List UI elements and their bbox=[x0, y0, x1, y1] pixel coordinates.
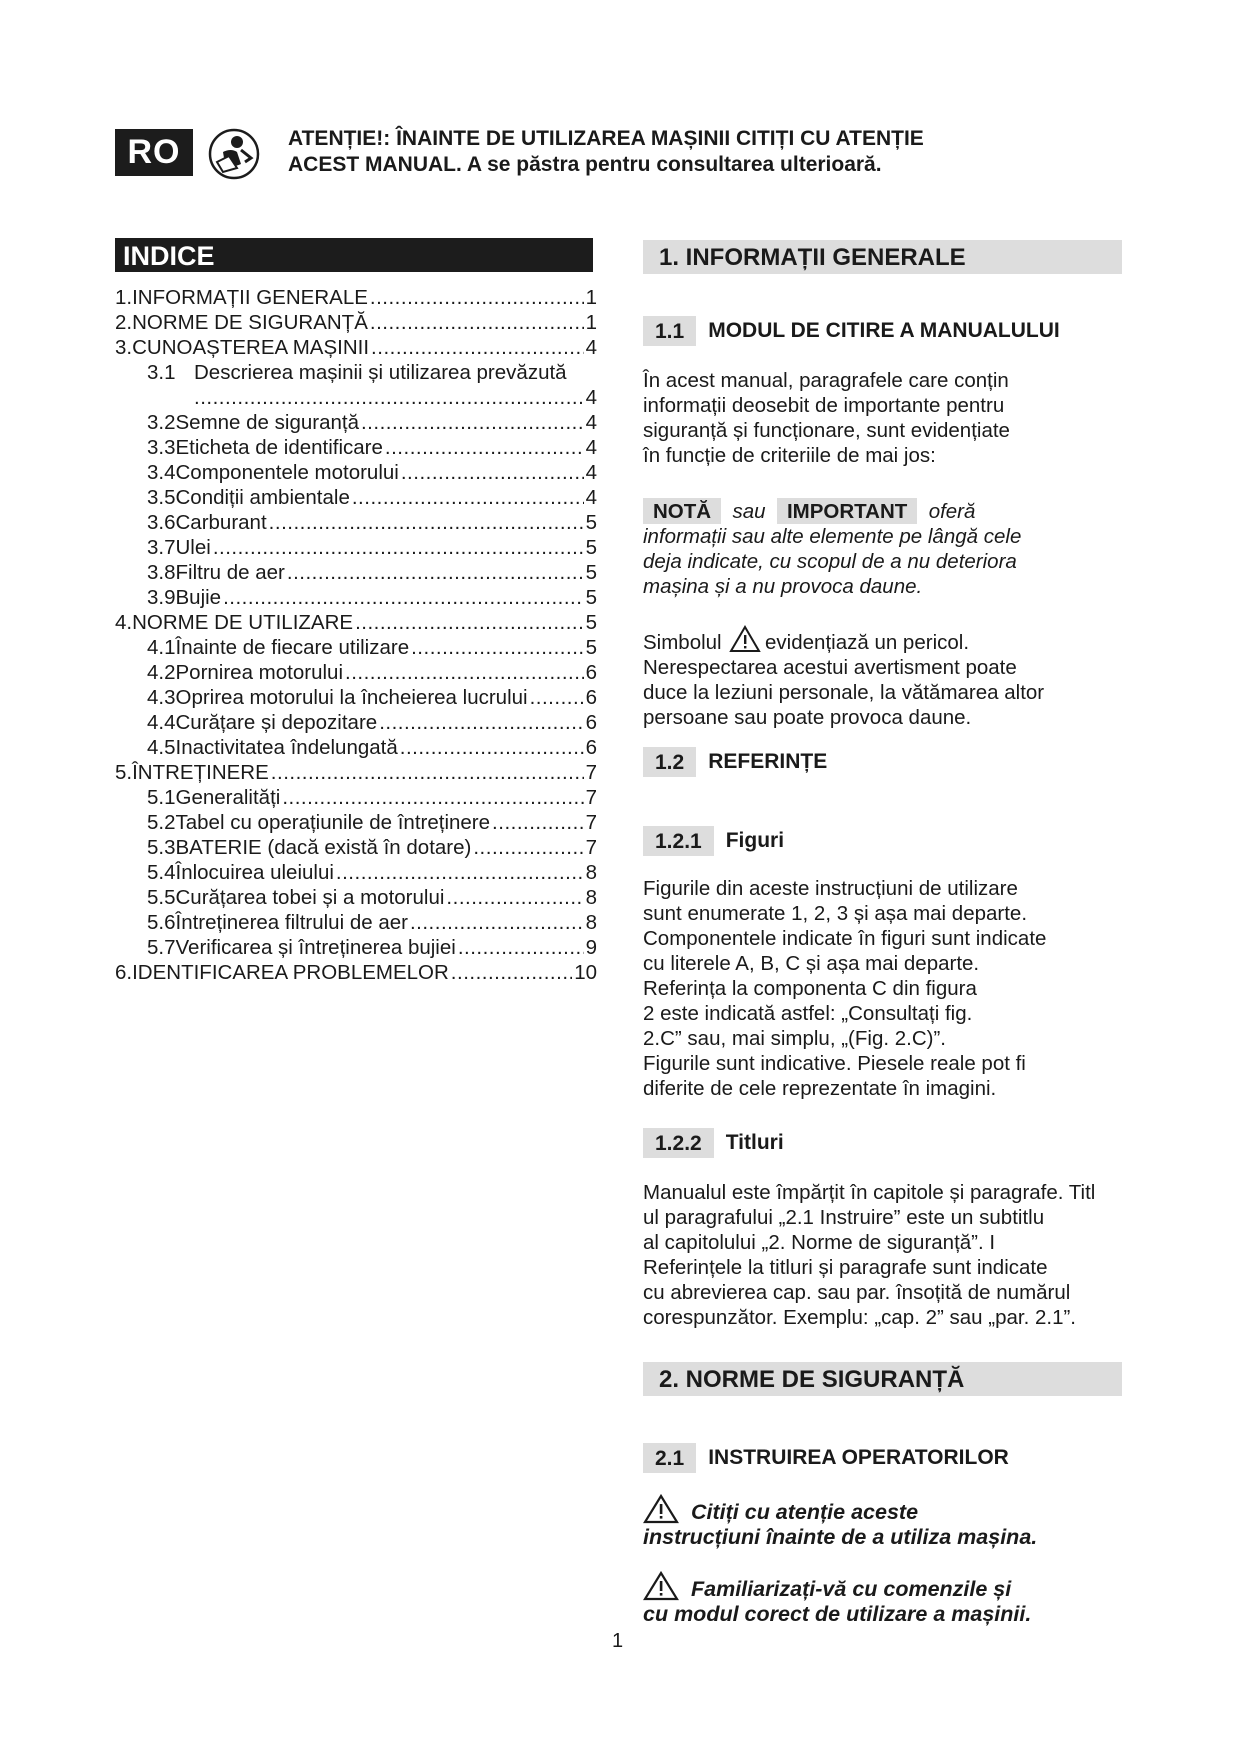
table-of-contents bbox=[115, 285, 597, 985]
warning-text-line: cu modul corect de utilizare a mașinii. bbox=[643, 1602, 1032, 1626]
toc-entry-title: Bujie bbox=[175, 586, 222, 609]
toc-entry-number: 5.5 bbox=[147, 886, 176, 909]
toc-entry-page: 4 bbox=[585, 461, 597, 484]
toc-entry-number: 3.6 bbox=[147, 511, 176, 534]
subsection-number: 2.1 bbox=[643, 1443, 696, 1473]
toc-entry-continuation bbox=[115, 385, 597, 410]
toc-entry-title: Curățare și depozitare bbox=[175, 711, 378, 734]
toc-leader-dots bbox=[352, 485, 584, 510]
text-line: ul paragrafului „2.1 Instruire” este un subtitlu bbox=[643, 1206, 1045, 1229]
toc-entry-number: 4.4 bbox=[147, 711, 176, 734]
toc-entry bbox=[115, 635, 597, 660]
note-paragraph bbox=[643, 498, 1203, 599]
text-line: al capitolului „2. Norme de siguranță”. I bbox=[643, 1231, 996, 1254]
toc-entry bbox=[115, 610, 597, 635]
toc-entry-title: BATERIE (dacă există în dotare) bbox=[175, 836, 472, 859]
toc-entry-page: 8 bbox=[585, 886, 597, 909]
toc-entry bbox=[115, 460, 597, 485]
toc-entry bbox=[115, 560, 597, 585]
toc-entry-page: 6 bbox=[585, 736, 597, 759]
warning-text bbox=[288, 126, 1048, 178]
text-line: deja indicate, cu scopul de a nu deteriora bbox=[643, 550, 1017, 573]
toc-leader-dots bbox=[385, 435, 584, 460]
warning-familiarize-controls bbox=[643, 1571, 1203, 1627]
toc-entry bbox=[115, 535, 597, 560]
toc-leader-dots bbox=[194, 385, 584, 410]
toc-entry-page: 7 bbox=[585, 761, 597, 784]
toc-leader-dots bbox=[370, 285, 584, 310]
subsection-title: MODUL DE CITIRE A MANUALULUI bbox=[708, 319, 1060, 342]
toc-entry-page: 7 bbox=[585, 836, 597, 859]
reading-manual-paragraph bbox=[643, 368, 1203, 468]
toc-entry bbox=[115, 685, 597, 710]
toc-entry-number: 3. bbox=[115, 336, 133, 359]
text-line: Figurile sunt indicative. Piesele reale pot fi bbox=[643, 1052, 1026, 1075]
toc-entry-title: Înainte de fiecare utilizare bbox=[175, 636, 410, 659]
symbol-paragraph bbox=[643, 625, 1203, 730]
subsection-number: 1.2.2 bbox=[643, 1128, 714, 1158]
text-line: Referința la componenta C din figura bbox=[643, 977, 977, 1000]
important-label: IMPORTANT bbox=[777, 498, 917, 524]
toc-leader-dots bbox=[530, 685, 584, 710]
subsection-number: 1.2.1 bbox=[643, 826, 714, 856]
toc-entry-title: NORME DE UTILIZARE bbox=[132, 611, 354, 634]
text-line: siguranță și funcționare, sunt evidențiate bbox=[643, 419, 1010, 442]
toc-entry bbox=[115, 785, 597, 810]
toc-entry bbox=[115, 310, 597, 335]
toc-entry-page: 9 bbox=[585, 936, 597, 959]
toc-entry bbox=[115, 360, 597, 385]
warning-triangle-icon bbox=[729, 625, 761, 653]
toc-entry-title: Generalități bbox=[175, 786, 281, 809]
toc-entry-page: 8 bbox=[585, 861, 597, 884]
toc-entry-title: Tabel cu operațiunile de întreținere bbox=[175, 811, 491, 834]
toc-entry-page: 1 bbox=[585, 286, 597, 309]
nota-label: NOTĂ bbox=[643, 498, 721, 524]
toc-entry-page: 7 bbox=[585, 786, 597, 809]
toc-entry bbox=[115, 510, 597, 535]
toc-entry-number: 3.8 bbox=[147, 561, 176, 584]
toc-entry-page: 4 bbox=[585, 336, 597, 359]
toc-entry bbox=[115, 910, 597, 935]
toc-entry-title: Înlocuirea uleiului bbox=[175, 861, 334, 884]
toc-leader-dots bbox=[370, 310, 584, 335]
toc-entry-title: Verificarea și întreținerea bujiei bbox=[175, 936, 456, 959]
simbol-after-text: evidențiază un pericol. bbox=[765, 631, 970, 654]
toc-entry bbox=[115, 435, 597, 460]
toc-leader-dots bbox=[345, 660, 584, 685]
toc-entry-page: 1 bbox=[585, 311, 597, 334]
toc-entry-page: 4 bbox=[585, 386, 597, 409]
toc-leader-dots bbox=[379, 710, 583, 735]
toc-leader-dots bbox=[473, 835, 583, 860]
toc-entry-title: Întreținerea filtrului de aer bbox=[175, 911, 408, 934]
text-line: cu literele A, B, C și așa mai departe. bbox=[643, 952, 980, 975]
text-line: 2 este indicată astfel: „Consultați fig. bbox=[643, 1002, 973, 1025]
toc-entry-number: 5. bbox=[115, 761, 133, 784]
toc-entry-number: 4.2 bbox=[147, 661, 176, 684]
text-line: persoane sau poate provoca daune. bbox=[643, 706, 972, 729]
read-manual-icon bbox=[207, 128, 261, 180]
symbol-line bbox=[643, 625, 1203, 655]
toc-entry bbox=[115, 485, 597, 510]
toc-leader-dots bbox=[371, 335, 584, 360]
toc-entry-page: 4 bbox=[585, 486, 597, 509]
toc-entry bbox=[115, 760, 597, 785]
text-line: în funcție de criteriile de mai jos: bbox=[643, 444, 936, 467]
toc-entry bbox=[115, 585, 597, 610]
toc-entry-number: 4.1 bbox=[147, 636, 176, 659]
sau-text: sau bbox=[732, 500, 766, 523]
toc-leader-dots bbox=[492, 810, 584, 835]
text-line: informații sau alte elemente pe lângă cele bbox=[643, 525, 1022, 548]
text-line: Nerespectarea acestui avertisment poate bbox=[643, 656, 1017, 679]
toc-entry bbox=[115, 885, 597, 910]
subsection-1-2-2-heading bbox=[643, 1128, 784, 1158]
toc-entry-title: Inactivitatea îndelungată bbox=[175, 736, 398, 759]
toc-entry-title: ÎNTREȚINERE bbox=[132, 761, 269, 784]
toc-entry-page: 6 bbox=[585, 661, 597, 684]
toc-leader-dots bbox=[287, 560, 584, 585]
toc-entry-number: 5.1 bbox=[147, 786, 176, 809]
toc-entry-title: Curățarea tobei și a motorului bbox=[175, 886, 445, 909]
toc-entry-number: 3.9 bbox=[147, 586, 176, 609]
toc-entry-number: 3.2 bbox=[147, 411, 176, 434]
toc-entry bbox=[115, 735, 597, 760]
toc-entry bbox=[115, 810, 597, 835]
text-line: sunt enumerate 1, 2, 3 și așa mai departe. bbox=[643, 902, 1028, 925]
toc-leader-dots bbox=[223, 585, 584, 610]
toc-entry-page: 4 bbox=[585, 411, 597, 434]
toc-entry-page: 8 bbox=[585, 911, 597, 934]
toc-entry-title: Semne de siguranță bbox=[175, 411, 359, 434]
toc-entry-number: 3.1 bbox=[147, 361, 176, 384]
subsection-title: INSTRUIREA OPERATORILOR bbox=[708, 1446, 1009, 1469]
toc-entry bbox=[115, 710, 597, 735]
toc-entry-title: Componentele motorului bbox=[175, 461, 399, 484]
toc-entry-page: 5 bbox=[585, 611, 597, 634]
subsection-1-1-heading bbox=[643, 316, 1060, 346]
toc-entry-title: NORME DE SIGURANȚĂ bbox=[132, 311, 368, 334]
toc-leader-dots bbox=[458, 935, 584, 960]
toc-entry-title: IDENTIFICAREA PROBLEMELOR bbox=[132, 961, 449, 984]
text-line: mașina și a nu provoca daune. bbox=[643, 575, 923, 598]
toc-entry bbox=[115, 935, 597, 960]
section-1-title: 1. INFORMAȚII GENERALE bbox=[643, 240, 1122, 274]
toc-leader-dots bbox=[213, 535, 584, 560]
toc-leader-dots bbox=[355, 610, 584, 635]
toc-entry-title: Oprirea motorului la încheierea lucrului bbox=[175, 686, 528, 709]
subsection-title: Titluri bbox=[725, 1131, 784, 1154]
toc-entry-page: 5 bbox=[585, 586, 597, 609]
warning-text-line: Citiți cu atenție aceste bbox=[691, 1500, 919, 1524]
text-line: duce la leziuni personale, la vătămarea altor bbox=[643, 681, 1045, 704]
toc-entry-number: 3.3 bbox=[147, 436, 176, 459]
figures-paragraph bbox=[643, 876, 1203, 1101]
toc-entry bbox=[115, 660, 597, 685]
toc-entry-page: 6 bbox=[585, 686, 597, 709]
toc-entry-number: 4.3 bbox=[147, 686, 176, 709]
toc-entry bbox=[115, 960, 597, 985]
toc-leader-dots bbox=[401, 460, 584, 485]
toc-entry-number: 4.5 bbox=[147, 736, 176, 759]
subsection-1-2-1-heading bbox=[643, 826, 784, 856]
toc-entry-page: 7 bbox=[585, 811, 597, 834]
toc-entry-title: Ulei bbox=[175, 536, 211, 559]
simbol-text: Simbolul bbox=[643, 631, 722, 654]
toc-entry-page: 4 bbox=[585, 436, 597, 459]
warning-text-line: instrucțiuni înainte de a utiliza mașina. bbox=[643, 1525, 1038, 1549]
toc-leader-dots bbox=[336, 860, 584, 885]
toc-entry-title: Eticheta de identificare bbox=[175, 436, 383, 459]
text-line: informații deosebit de importante pentru bbox=[643, 394, 1005, 417]
toc-entry-number: 5.2 bbox=[147, 811, 176, 834]
toc-leader-dots bbox=[269, 510, 584, 535]
toc-entry-page: 6 bbox=[585, 711, 597, 734]
toc-entry-title: INFORMAȚII GENERALE bbox=[132, 286, 368, 309]
toc-entry-number: 4. bbox=[115, 611, 133, 634]
toc-entry-number: 2. bbox=[115, 311, 133, 334]
warning-line bbox=[643, 1571, 1203, 1602]
toc-entry-number: 3.5 bbox=[147, 486, 176, 509]
toc-entry-page: 5 bbox=[585, 511, 597, 534]
toc-leader-dots bbox=[271, 760, 584, 785]
text-line: 2.C” sau, mai simplu, „(Fig. 2.C)”. bbox=[643, 1027, 946, 1050]
toc-entry-title: Carburant bbox=[175, 511, 267, 534]
toc-entry-title: Pornirea motorului bbox=[175, 661, 343, 684]
text-line: Referințele la titluri și paragrafe sunt indicate bbox=[643, 1256, 1048, 1279]
toc-entry-number: 1. bbox=[115, 286, 133, 309]
warning-line bbox=[643, 1494, 1203, 1525]
subsection-1-2-heading bbox=[643, 747, 827, 777]
warning-triangle-icon bbox=[643, 1494, 679, 1524]
toc-leader-dots bbox=[446, 885, 583, 910]
toc-entry-number: 5.7 bbox=[147, 936, 176, 959]
toc-entry-title: Descrierea mașinii și utilizarea prevăzută bbox=[194, 361, 567, 384]
index-title: INDICE bbox=[115, 238, 593, 272]
subsection-title: Figuri bbox=[725, 829, 785, 852]
text-line: Manualul este împărțit în capitole și paragrafe. Titl bbox=[643, 1181, 1096, 1204]
warning-line-1: ATENȚIE!: ÎNAINTE DE UTILIZAREA MAȘINII CITIȚI CU ATENȚIE bbox=[288, 127, 924, 150]
toc-entry-page: 10 bbox=[574, 961, 597, 984]
toc-entry-page: 5 bbox=[585, 536, 597, 559]
toc-leader-dots bbox=[451, 960, 572, 985]
toc-entry bbox=[115, 835, 597, 860]
page-number: 1 bbox=[612, 1630, 624, 1652]
subsection-title: REFERINȚE bbox=[708, 750, 828, 773]
toc-entry-page: 5 bbox=[585, 636, 597, 659]
toc-leader-dots bbox=[282, 785, 583, 810]
subsection-number: 1.2 bbox=[643, 747, 696, 777]
toc-entry-number: 3.7 bbox=[147, 536, 176, 559]
section-2-title: 2. NORME DE SIGURANȚĂ bbox=[643, 1362, 1122, 1396]
toc-entry-page: 5 bbox=[585, 561, 597, 584]
titles-paragraph bbox=[643, 1180, 1203, 1330]
toc-leader-dots bbox=[410, 910, 584, 935]
subsection-2-1-heading bbox=[643, 1443, 1009, 1473]
language-badge: RO bbox=[115, 129, 193, 176]
ofera-text: oferă bbox=[928, 500, 976, 523]
toc-entry-title: Condiții ambientale bbox=[175, 486, 350, 509]
text-line: cu abrevierea cap. sau par. însoțită de numărul bbox=[643, 1281, 1071, 1304]
text-line: corespunzător. Exemplu: „cap. 2” sau „par. 2.1”. bbox=[643, 1306, 1076, 1329]
toc-entry bbox=[115, 335, 597, 360]
note-line bbox=[643, 498, 1203, 524]
toc-entry-number: 5.3 bbox=[147, 836, 176, 859]
text-line: Componentele indicate în figuri sunt indicate bbox=[643, 927, 1047, 950]
toc-entry-number: 5.6 bbox=[147, 911, 176, 934]
toc-leader-dots bbox=[361, 410, 584, 435]
warning-triangle-icon bbox=[643, 1571, 679, 1601]
warning-read-instructions bbox=[643, 1494, 1203, 1550]
toc-entry bbox=[115, 285, 597, 310]
subsection-number: 1.1 bbox=[643, 316, 696, 346]
toc-entry-number: 3.4 bbox=[147, 461, 176, 484]
warning-text-line: Familiarizați-vă cu comenzile și bbox=[691, 1577, 1012, 1601]
toc-entry-number: 6. bbox=[115, 961, 133, 984]
toc-entry bbox=[115, 410, 597, 435]
text-line: În acest manual, paragrafele care conțin bbox=[643, 369, 1009, 392]
toc-entry-number: 5.4 bbox=[147, 861, 176, 884]
toc-entry-title: CUNOAȘTEREA MAȘINII bbox=[132, 336, 370, 359]
toc-entry bbox=[115, 860, 597, 885]
toc-leader-dots bbox=[400, 735, 584, 760]
text-line: Figurile din aceste instrucțiuni de utilizare bbox=[643, 877, 1018, 900]
text-line: diferite de cele reprezentate în imagini. bbox=[643, 1077, 997, 1100]
toc-leader-dots bbox=[411, 635, 583, 660]
toc-entry-title: Filtru de aer bbox=[175, 561, 285, 584]
warning-line-2: ACEST MANUAL. A se păstra pentru consultarea ulterioară. bbox=[288, 153, 882, 176]
